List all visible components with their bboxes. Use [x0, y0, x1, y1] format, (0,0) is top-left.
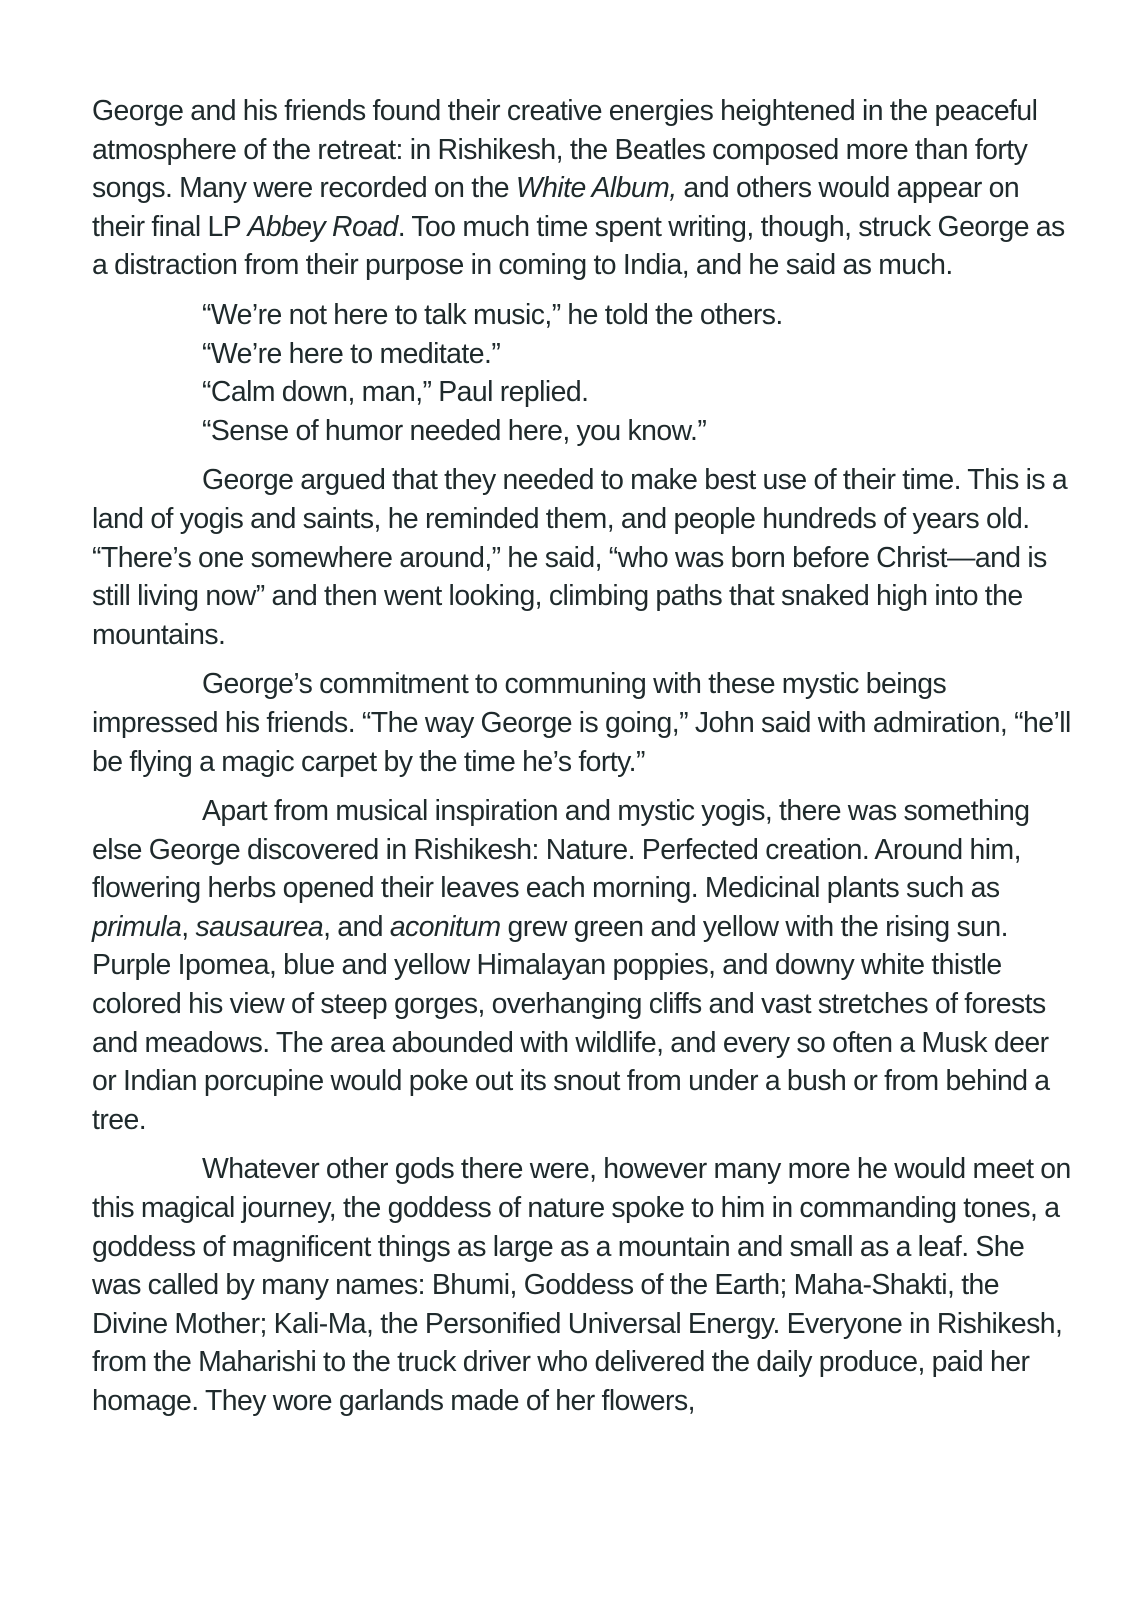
paragraph-yogis [92, 461, 1072, 654]
text-segment: . Too much time spent writing, though, struck George as a distraction from their purpose in coming to India, and he said as much. [92, 210, 1065, 282]
text-segment: , [181, 910, 196, 943]
dialogue-line: “Calm down, man,” Paul replied. [202, 376, 589, 409]
paragraph-goddess [92, 1150, 1072, 1420]
album-title-abbey-road: Abbey Road [247, 210, 398, 243]
dialogue-line: “Sense of humor needed here, you know.” [202, 414, 707, 447]
paragraph-commitment [92, 665, 1072, 781]
dialogue-line: “We’re here to meditate.” [202, 337, 501, 370]
dialogue-block [92, 296, 1072, 450]
paragraph-nature [92, 792, 1072, 1139]
text-segment: George and his friends found their creative energies heightened in the peaceful atmosphere of the retreat: in Rishikesh, the Beatles composed more than forty songs. Many were recorded on the [92, 95, 1038, 205]
dialogue-line: “We’re not here to talk music,” he told the others. [202, 298, 783, 331]
plant-name-aconitum: aconitum [389, 910, 501, 943]
text-segment: George argued that they needed to make best use of their time. This is a land of yogis and saints, he reminded them, and people hundreds of years old. “There’s one somewhere around,” he said, “who was born before Christ—and is still living now” and then went looking, climbing paths that snaked high into the mountains. [92, 464, 1068, 651]
text-segment: George’s commitment to communing with these mystic beings impressed his friends. “The way George is going,” John said with admiration, “he’ll be flying a magic carpet by the time he’s forty.” [92, 668, 1071, 778]
paragraph-opening [92, 92, 1072, 285]
text-segment: grew green and yellow with the rising sun. Purple Ipomea, blue and yellow Himalayan poppies, and downy white thistle colored his view of steep gorges, overhanging cliffs and vast stretches of forests and meadows. The area abounded with wildlife, and every so often a Musk deer or Indian porcupine would poke out its snout from under a bush or from behind a tree. [92, 910, 1050, 1136]
plant-name-primula: primula [92, 910, 182, 943]
text-segment: Whatever other gods there were, however many more he would meet on this magical journey, the goddess of nature spoke to him in commanding tones, a goddess of magnificent things as large as a mountain and small as a leaf. She was called by many names: Bhumi, Goddess of the Earth; Maha-Shakti, the Divine Mother; Kali-Ma, the Personified Universal Energy. Everyone in Rishikesh, from the Maharishi to the truck driver who delivered the daily produce, paid her homage. They wore garlands made of her flowers, [92, 1153, 1071, 1417]
plant-name-sausaurea: sausaurea [195, 910, 324, 943]
text-segment: and others would appear on their final LP [92, 172, 1020, 243]
text-segment: Apart from musical inspiration and mystic yogis, there was something else George discovered in Rishikesh: Nature. Perfected creation. Around him, flowering herbs opened their leaves each morning. Medicinal plants such as [92, 795, 1030, 905]
album-title-white-album: White Album, [515, 172, 677, 205]
text-segment: , and [323, 910, 390, 943]
